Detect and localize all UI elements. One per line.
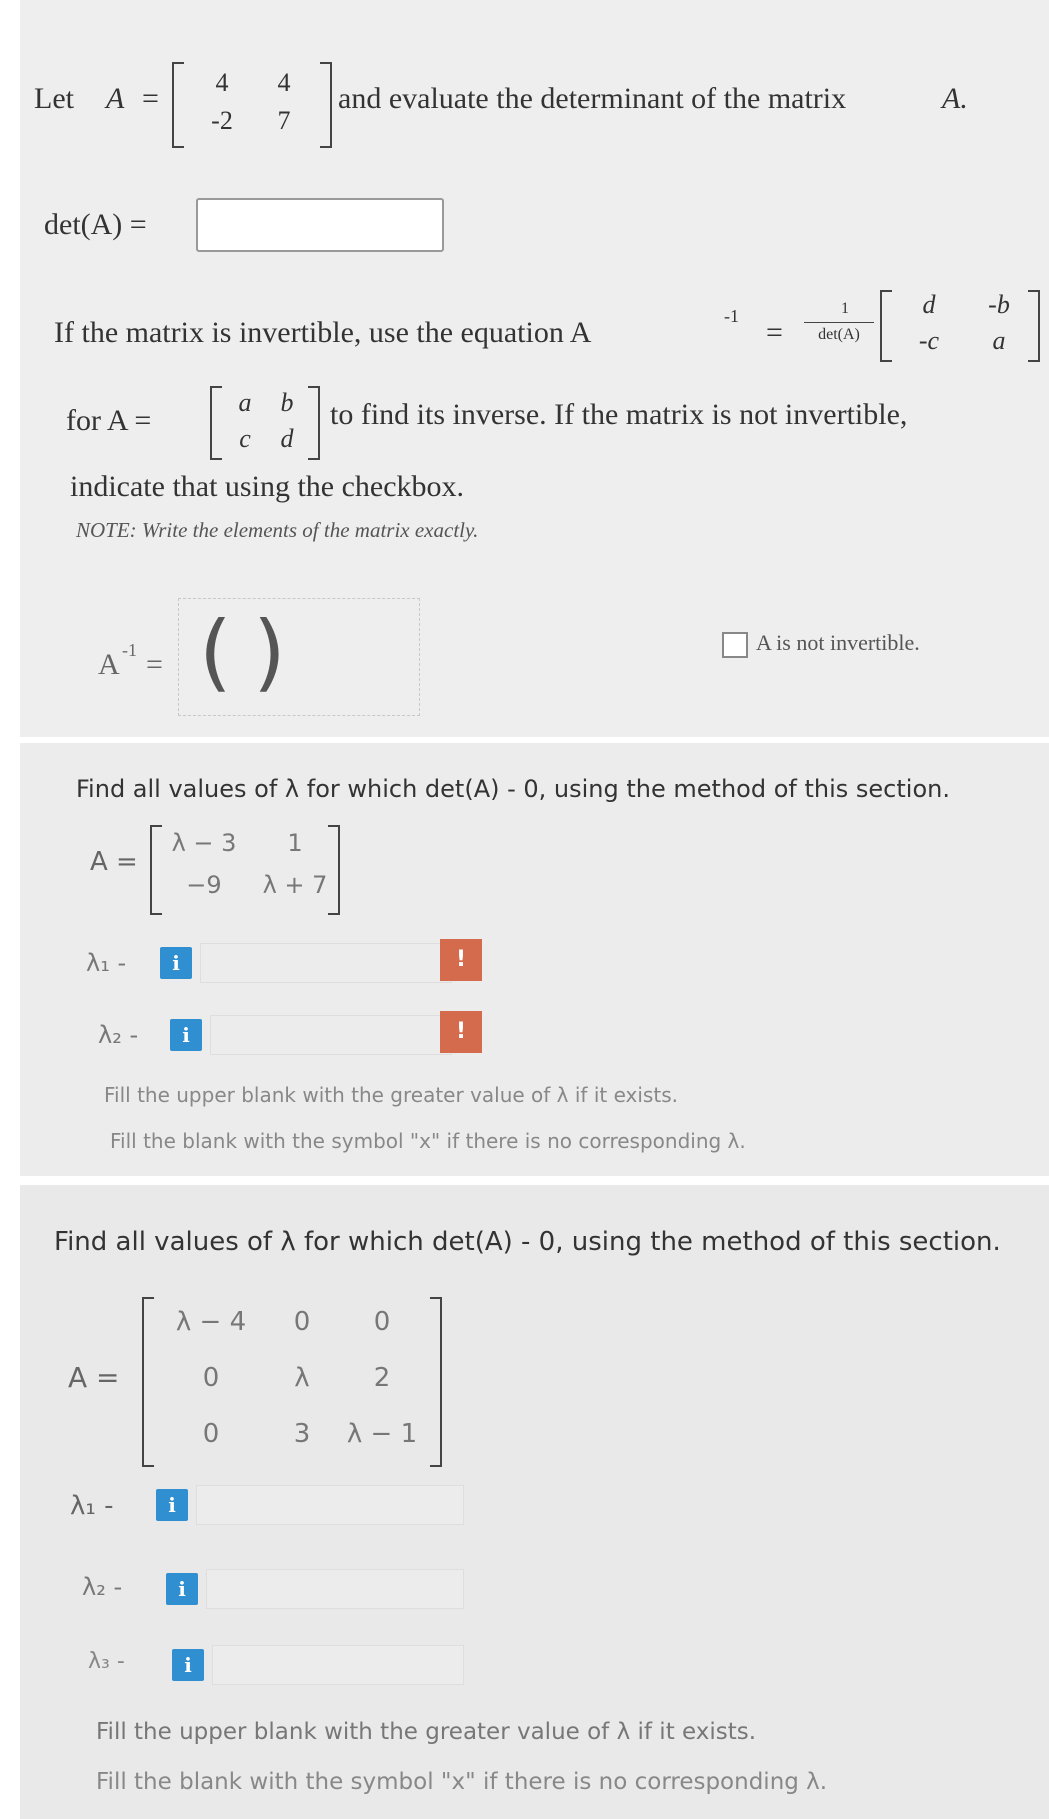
matrix-label: A = — [90, 847, 138, 877]
info-icon[interactable]: i — [172, 1649, 204, 1681]
fraction-bar — [804, 322, 874, 323]
lambda1-input[interactable] — [196, 1485, 464, 1525]
hint-no-lambda: Fill the blank with the symbol "x" if there is no corresponding λ. — [96, 1769, 828, 1795]
info-icon[interactable]: i — [170, 1019, 202, 1051]
matrix-label: A = — [68, 1361, 120, 1394]
lambda1-label: λ₁ - — [70, 1491, 114, 1521]
det-input[interactable] — [196, 198, 444, 252]
lambda-matrix-cell: 0 — [373, 1307, 391, 1337]
lambda-matrix-cell: 2 — [373, 1363, 391, 1393]
inverse-instruction: If the matrix is invertible, use the equation A — [54, 316, 592, 349]
question-text: Find all values of λ for which det(A) - 0, using the method of this section. — [54, 1227, 1001, 1257]
lambda-matrix-cell: λ − 3 — [171, 829, 237, 857]
lambda2-label: λ₂ - — [82, 1573, 123, 1601]
inverse-tail-text: to find its inverse. If the matrix is not invertible, — [330, 398, 908, 431]
matrix-a-cell: 7 — [277, 106, 291, 135]
matrix-a-cell: 4 — [277, 68, 291, 97]
lambda2-input[interactable] — [206, 1569, 464, 1609]
lambda1-input[interactable] — [200, 943, 452, 983]
matrix-a-cell: -2 — [211, 106, 233, 135]
inverse-matrix-input[interactable] — [178, 598, 420, 716]
formula-matrix-cell: -c — [918, 326, 940, 355]
info-icon[interactable]: i — [160, 947, 192, 979]
lambda-matrix-cell: 0 — [202, 1363, 220, 1393]
right-paren-icon: ) — [253, 603, 286, 701]
formula-matrix-cell: a — [992, 326, 1006, 355]
hint-no-lambda: Fill the blank with the symbol "x" if there is no corresponding λ. — [110, 1129, 746, 1153]
question-panel-eigen-2x2 — [20, 743, 1049, 1176]
lambda2-input[interactable] — [210, 1015, 452, 1055]
note-text: NOTE: Write the elements of the matrix exactly. — [76, 518, 479, 542]
lambda3-input[interactable] — [212, 1645, 464, 1685]
lambda-matrix-cell: 0 — [202, 1419, 220, 1449]
formula-matrix-cell: d — [922, 290, 936, 319]
generic-matrix — [210, 386, 320, 460]
error-icon[interactable]: ! — [440, 939, 482, 981]
lambda-matrix-cell: λ + 7 — [262, 871, 328, 899]
lambda-matrix-cell: 0 — [293, 1307, 311, 1337]
question-text: Find all values of λ for which det(A) - 0, using the method of this section. — [76, 775, 950, 803]
hint-upper-blank: Fill the upper blank with the greater value of λ if it exists. — [104, 1083, 678, 1107]
inverse-superscript: -1 — [724, 306, 739, 326]
det-label: det(A) = — [44, 208, 147, 241]
equals-sign: = — [142, 82, 159, 115]
matrix-a — [172, 62, 332, 148]
matrix-a-cell: 4 — [215, 68, 229, 97]
question-panel-eigen-3x3 — [20, 1185, 1049, 1819]
error-icon[interactable]: ! — [440, 1011, 482, 1053]
left-paren-icon: ( — [199, 603, 232, 701]
fraction-denominator: det(A) — [818, 326, 860, 343]
lambda3-label: λ₃ - — [88, 1649, 125, 1674]
for-a-label: for A = — [66, 404, 152, 437]
info-icon[interactable]: i — [166, 1573, 198, 1605]
hint-upper-blank: Fill the upper blank with the greater value of λ if it exists. — [96, 1719, 757, 1745]
lambda-matrix-cell: 1 — [287, 829, 303, 857]
lambda-matrix-cell: λ − 4 — [175, 1307, 247, 1337]
prompt-matrix-name: A. — [942, 82, 968, 115]
checkbox-instruction: indicate that using the checkbox. — [70, 470, 465, 503]
inverse-label: A — [98, 648, 120, 681]
question-panel-determinant — [20, 0, 1049, 737]
lambda-matrix-cell: λ − 1 — [346, 1419, 418, 1449]
prompt-text: and evaluate the determinant of the matrix — [338, 82, 847, 115]
checkbox-label: A is not invertible. — [756, 630, 920, 655]
formula-matrix-cell: -b — [988, 290, 1010, 319]
generic-matrix-cell: b — [280, 388, 294, 417]
formula-matrix — [880, 290, 1040, 362]
formula-equals: = — [766, 316, 783, 349]
lambda-matrix-2x2 — [150, 825, 340, 915]
lambda2-label: λ₂ - — [98, 1021, 139, 1049]
generic-matrix-cell: d — [280, 424, 294, 453]
fraction-numerator: 1 — [841, 300, 849, 317]
lambda-matrix-3x3 — [142, 1297, 442, 1467]
let-text: Let — [34, 82, 74, 115]
info-icon[interactable]: i — [156, 1489, 188, 1521]
matrix-name: A — [106, 82, 125, 115]
inverse-label-superscript: -1 — [122, 640, 137, 660]
lambda1-label: λ₁ - — [86, 949, 127, 977]
not-invertible-checkbox[interactable] — [722, 632, 748, 658]
generic-matrix-cell: a — [238, 388, 252, 417]
lambda-matrix-cell: −9 — [186, 871, 222, 899]
inverse-equals: = — [146, 648, 163, 681]
lambda-matrix-cell: λ — [294, 1363, 310, 1393]
lambda-matrix-cell: 3 — [293, 1419, 311, 1449]
generic-matrix-cell: c — [239, 424, 251, 453]
